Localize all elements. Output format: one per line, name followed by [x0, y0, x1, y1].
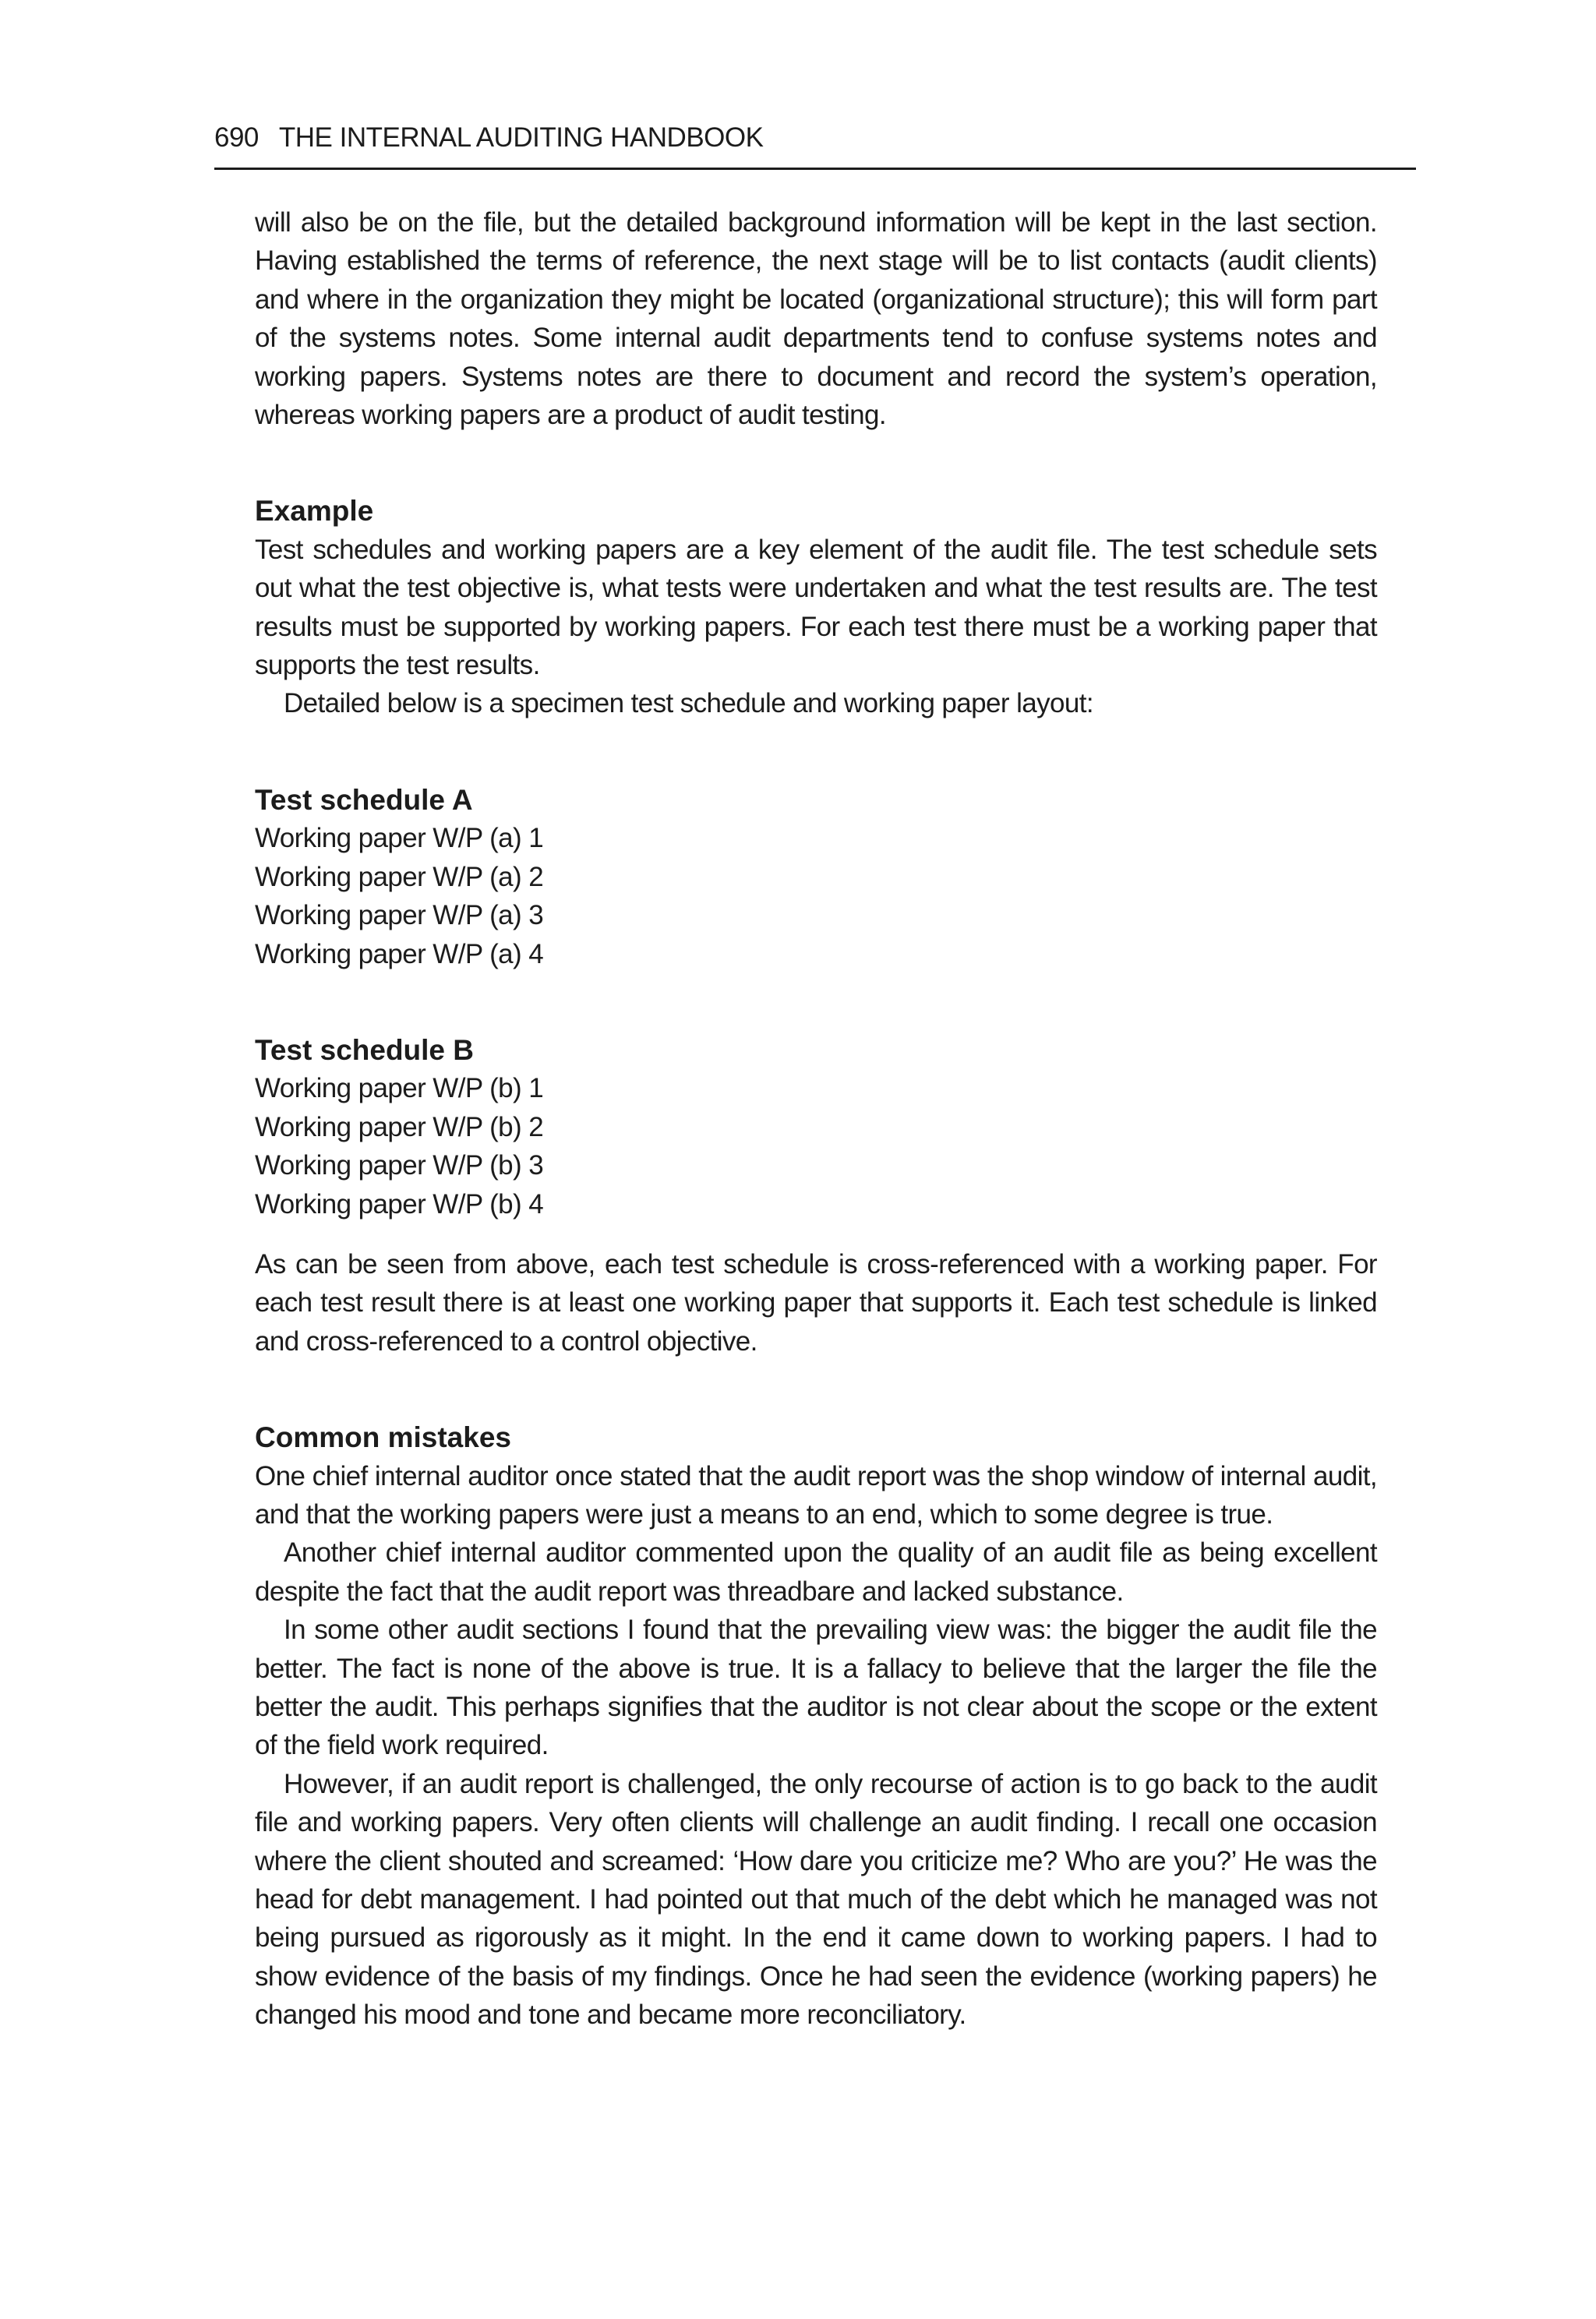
working-paper-item: Working paper W/P (a) 2	[255, 861, 544, 892]
example-paragraph: Test schedules and working papers are a key element of the audit file. The test schedule sets out what the test objective is, what tests were undertaken and what the test results are. The test results must be supported by working papers. For each test there must be a working paper that supports the test results.	[255, 534, 1377, 681]
section-gap	[255, 434, 1377, 492]
working-paper-item: Working paper W/P (a) 3	[255, 900, 544, 931]
working-paper-list-b	[255, 1069, 1377, 1223]
common-mistakes-heading: Common mistakes	[255, 1421, 511, 1454]
test-schedule-b-heading: Test schedule B	[255, 1033, 475, 1066]
working-paper-item: Working paper W/P (a) 4	[255, 938, 544, 969]
test-schedule-b	[255, 1031, 1377, 1223]
cross-reference-paragraph: As can be seen from above, each test schedule is cross-referenced with a working paper. For each test result there is at least one working paper that supports it. Each test schedule is linked and cross-referenced to a control objective.	[255, 1248, 1377, 1357]
common-mistakes-paragraph: One chief internal auditor once stated that the audit report was the shop window of internal audit, and that the working papers were just a means to an end, which to some degree is true.	[255, 1460, 1377, 1530]
common-mistakes-paragraph: In some other audit sections I found that the prevailing view was: the bigger the audit file the better. The fact is none of the above is true. It is a fallacy to believe that the larger the file the better the audit. This perhaps signifies that the auditor is not clear about the scope or the extent of the field work required.	[255, 1615, 1377, 1761]
working-paper-item: Working paper W/P (a) 1	[255, 823, 544, 854]
working-paper-item: Working paper W/P (b) 2	[255, 1111, 544, 1142]
header-rule	[214, 168, 1416, 170]
working-paper-list-a	[255, 819, 1377, 973]
common-mistakes-paragraph: However, if an audit report is challenged, the only recourse of action is to go back to the audit file and working papers. Very often clients will challenge an audit finding. I recall one occasion where the client shouted and screamed: ‘How dare you criticize me? Who are you?’ He was the head for debt management. I had pointed out that much of the debt which he managed was not being pursued as rigorously as it might. In the end it came down to working papers. I had to show evidence of the basis of my findings. Once he had seen the evidence (working papers) he changed his mood and tone and became more reconciliatory.	[255, 1768, 1377, 2031]
book-title: THE INTERNAL AUDITING HANDBOOK	[278, 122, 764, 153]
working-paper-item: Working paper W/P (b) 4	[255, 1188, 544, 1220]
example-heading: Example	[255, 495, 374, 528]
running-head	[214, 118, 1416, 157]
working-paper-item: Working paper W/P (b) 1	[255, 1073, 544, 1104]
example-paragraph: Detailed below is a specimen test schedule and working paper layout:	[284, 688, 1093, 719]
intro-paragraph: will also be on the file, but the detailed background information will be kept in the last section. Having established the terms of reference, the next stage will be to list contacts (audit clients) and where in the organization they might be located (organizational structure); this will form part of the systems notes. Some internal audit departments tend to confuse systems notes and working papers. Systems notes are there to document and record the system’s operation, whereas working papers are a product of audit testing.	[255, 207, 1377, 431]
common-mistakes-section	[255, 1418, 1377, 2035]
paragraph-gap	[255, 1223, 1377, 1245]
page-number: 690	[214, 122, 259, 153]
test-schedule-a-heading: Test schedule A	[255, 783, 473, 816]
test-schedule-a	[255, 781, 1377, 973]
section-gap	[255, 723, 1377, 781]
example-section	[255, 492, 1377, 722]
section-gap	[255, 973, 1377, 1031]
page-body	[255, 203, 1377, 2035]
section-gap	[255, 1361, 1377, 1418]
working-paper-item: Working paper W/P (b) 3	[255, 1150, 544, 1181]
common-mistakes-paragraph: Another chief internal auditor commented upon the quality of an audit file as being excellent despite the fact that the audit report was threadbare and lacked substance.	[255, 1537, 1377, 1607]
